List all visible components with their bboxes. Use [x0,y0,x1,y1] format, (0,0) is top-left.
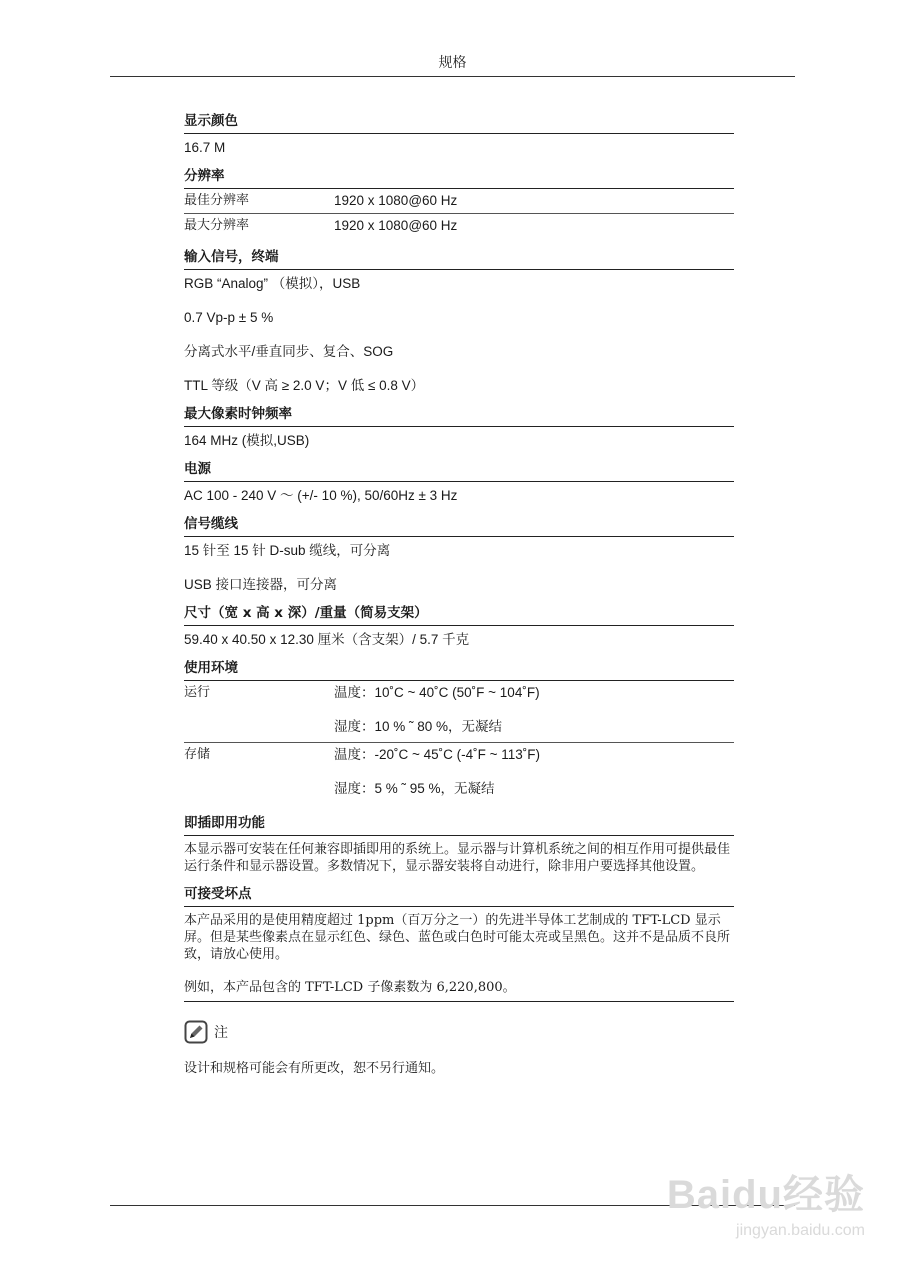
section-title: 输入信号，终端 [184,248,734,270]
spec-value: 16.7 M [184,140,226,155]
dead-pixels-section [184,885,734,1002]
spec-label: 最佳分辨率 [184,193,250,208]
spec-value: 164 MHz (模拟,USB) [184,433,310,448]
section-title: 信号缆线 [184,515,734,537]
watermark-logo: Baidu经验 [666,1173,865,1217]
section-title: 分辨率 [184,167,734,189]
display-colors-section [184,112,734,157]
spec-label: 最大分辨率 [184,218,250,233]
watermark-url: jingyan.baidu.com [736,1222,865,1239]
section-title: 可接受坏点 [184,885,734,907]
input-signal-section [184,248,734,395]
env-label: 存储 [184,747,211,762]
plug-and-play-section [184,814,734,875]
power-section [184,460,734,505]
env-humidity: 湿度：5 % ˜ 95 %，无凝结 [334,781,495,796]
dimensions-section [184,604,734,649]
section-title: 即插即用功能 [184,814,734,836]
spec-line: TTL 等级（V 高 ≥ 2.0 V；V 低 ≤ 0.8 V） [184,378,425,393]
signal-cable-section [184,515,734,594]
paragraph: 例如，本产品包含的 TFT-LCD 子像素数为 6,220,800。 [184,979,734,1002]
spec-value: AC 100 - 240 V ～ (+/- 10 %), 50/60Hz ± 3 Hz [184,488,458,503]
paragraph: 本产品采用的是使用精度超过 1ppm（百万分之一）的先进半导体工艺制成的 TFT-LCD 显示屏。但是某些像素点在显示红色、绿色、蓝色或白色时可能太亮或呈黑色。这并不是品质不良所致，请放心使用。 [184,913,731,962]
watermark [667,1163,865,1240]
note-label: 注 [214,1025,228,1041]
spec-content [184,112,734,1078]
spec-value: 1920 x 1080@60 Hz [334,218,458,233]
spec-row [184,189,734,214]
section-title: 显示颜色 [184,112,734,134]
env-label: 运行 [184,685,211,700]
note-header [184,1020,734,1044]
spec-line: USB 接口连接器，可分离 [184,577,338,592]
note-pencil-icon [184,1020,208,1044]
storage-group [184,743,734,804]
section-title: 最大像素时钟频率 [184,405,734,427]
spec-line: 15 针至 15 针 D-sub 缆线，可分离 [184,543,391,558]
paragraph: 本显示器可安装在任何兼容即插即用的系统上。显示器与计算机系统之间的相互作用可提供最佳运行条件和显示器设置。多数情况下，显示器安装将自动进行，除非用户要选择其他设置。 [184,842,731,874]
env-humidity: 湿度：10 % ˜ 80 %，无凝结 [334,719,503,734]
section-title: 使用环境 [184,659,734,681]
resolution-section [184,167,734,238]
section-title: 尺寸（宽 x 高 x 深）/重量（简易支架） [184,604,734,626]
spec-line: 0.7 Vp-p ± 5 % [184,310,274,325]
env-temperature: 温度：-20˚C ~ 45˚C (-4˚F ~ 113˚F) [334,747,541,762]
spec-value: 1920 x 1080@60 Hz [334,193,458,208]
page-header: 规格 [438,55,467,71]
note-text: 设计和规格可能会有所更改，恕不另行通知。 [184,1061,445,1076]
spec-row [184,214,734,238]
section-title: 电源 [184,460,734,482]
env-temperature: 温度：10˚C ~ 40˚C (50˚F ~ 104˚F) [334,685,540,700]
pixel-clock-section [184,405,734,450]
spec-line: RGB “Analog” （模拟），USB [184,276,361,291]
spec-value: 59.40 x 40.50 x 12.30 厘米（含支架）/ 5.7 千克 [184,632,470,647]
spec-line: 分离式水平/垂直同步、复合、SOG [184,344,394,359]
environment-section [184,659,734,804]
operating-group [184,681,734,743]
header-rule [110,76,795,77]
